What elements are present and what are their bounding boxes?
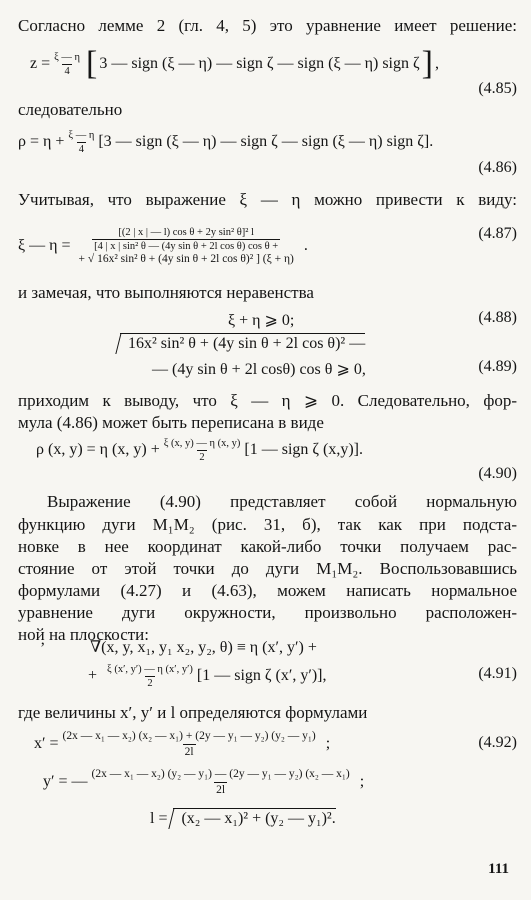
equation-4-91-mark: ’ (40, 640, 46, 657)
eq89-radicand: 16x² sin² θ + (4y sin θ + 2l cos θ)² — (128, 335, 366, 352)
equation-4-91-line1: ∇(x, y, x₁, y₁ x₂, y₂, θ) ≡ η (x′, y′) + (90, 639, 317, 656)
equation-4-86 (18, 124, 433, 160)
eq-number-4-90: (4.90) (478, 465, 517, 482)
text-line-5: приходим к выводу, что ξ — η ⩾ 0. Следовательно, фор- (18, 391, 517, 410)
text-line-6: мула (4.86) может быть переписана в виде (18, 413, 324, 432)
text-line-7: Выражение (4.90) представляет собой нормальную (47, 492, 517, 511)
eq92y-denominator: 2l (216, 783, 226, 796)
eq86-fraction (66, 129, 96, 156)
eq92l-radicand: (x₂ — x₁)² + (y₂ — y₁)². (181, 810, 336, 827)
eq92l-lhs: l = (150, 810, 168, 827)
eq86-denominator: 4 (78, 143, 84, 155)
eq87-denominator-line2: + √ 16x² sin² θ + (4y sin θ + 2l cos θ)² ] (ξ + η) (78, 253, 294, 265)
eq90-body: [1 — sign ζ (x,y)]. (244, 441, 363, 458)
eq87-numerator: [(2 | x | — l) cos θ + 2y sin² θ]² l (118, 227, 254, 238)
equation-4-89-line1 (118, 333, 365, 355)
eq92y-numerator: (2x — x₁ — x₂) (y₂ — y₁) — (2y — y₁ — y₂) (x₂ — x₁) (91, 767, 350, 780)
eq91-fraction (105, 663, 195, 690)
text-line-8: функцию дуги M₁M₂ (рис. 31, б), так как при подста- (18, 515, 517, 534)
eq89-radical (118, 335, 365, 353)
eq-number-4-86: (4.86) (478, 159, 517, 176)
equation-4-90 (36, 431, 363, 469)
eq87-denominator-line1: [4 | x | sin² θ — (4y sin θ + 2l cos θ) cos θ + (94, 241, 279, 252)
eq91-body: [1 — sign ζ (x′, y′)], (196, 667, 327, 684)
eq91-denominator: 2 (147, 677, 153, 689)
text-line-11: формулами (4.27) и (4.63), можем написать нормальное (18, 581, 517, 600)
eq92y-lhs: y′ = — (43, 773, 88, 790)
text-line-12: уравнение дуги окружности, произвольно расположен- (18, 603, 517, 622)
eq91-plus: + (88, 667, 98, 684)
eq85-lhs: z = (30, 55, 51, 72)
eq-number-4-92: (4.92) (478, 734, 517, 751)
eq92x-numerator: (2x — x₁ — x₂) (x₂ — x₁) + (2y — y₁ — y₂) (y₂ — y₁) (62, 729, 316, 742)
equation-4-92-x (34, 726, 330, 762)
eq85-close-bracket: ] (421, 45, 433, 82)
eq92y-fraction (90, 767, 352, 798)
page-number: 111 (488, 861, 509, 877)
eq-number-4-91: (4.91) (478, 665, 517, 682)
eq90-fraction (162, 437, 243, 464)
eq85-denominator: 4 (64, 65, 70, 77)
eq92x-fraction (61, 729, 318, 760)
text-line-1: Согласно лемме 2 (гл. 4, 5) это уравнение имеет решение: (18, 16, 517, 35)
eq-number-4-85: (4.85) (478, 80, 517, 97)
eq86-body: [3 — sign (ξ — η) — sign ζ — sign (ξ — η) sign ζ]. (98, 133, 434, 150)
eq87-lhs: ξ — η = (18, 237, 71, 254)
text-line-14: где величины x′, y′ и l определяются формулами (18, 703, 368, 722)
eq85-body: 3 — sign (ξ — η) — sign ζ — sign (ξ — η) sign ζ (99, 55, 420, 72)
eq92x-denominator: 2l (184, 745, 194, 758)
equation-4-92-y (43, 764, 364, 800)
eq90-denominator: 2 (199, 451, 205, 463)
equation-4-89-line2: — (4y sin θ + 2l cosθ) cos θ ⩾ 0, (152, 361, 366, 378)
text-line-3: Учитывая, что выражение ξ — η можно привести к виду: (18, 190, 517, 209)
eq90-numerator: ξ (x, y) — η (x, y) (163, 437, 241, 449)
eq-number-4-87: (4.87) (478, 225, 517, 242)
eq-number-4-88: (4.88) (478, 309, 517, 326)
equation-4-87: ξ — η = [(2 | x | — l) cos θ + 2y sin² θ]² l [4 | x | sin² θ — (4y sin θ + 2l cos θ) cos θ + + √ 16x² sin² θ + (4y sin θ + 2l cos θ)² ] (ξ + η) . (18, 227, 308, 265)
eq-number-4-89: (4.89) (478, 358, 517, 375)
eq92l-radical (171, 810, 335, 828)
equation-4-88: ξ + η ⩾ 0; (228, 312, 295, 329)
text-line-2: следовательно (18, 100, 123, 119)
text-line-9: новке в нее координат какой-либо точки получаем рас- (18, 537, 517, 556)
text-line-13: ной на плоскости: (18, 625, 150, 644)
eq92x-lhs: x′ = (34, 735, 59, 752)
eq85-numerator: ξ — η (54, 51, 81, 63)
eq85-fraction (52, 51, 82, 78)
eq92x-tail: ; (325, 735, 331, 752)
eq91-numerator: ξ (x′, y′) — η (x′, y′) (107, 663, 193, 675)
eq87-fraction (77, 226, 296, 266)
eq90-lhs: ρ (x, y) = η (x, y) + (36, 441, 160, 458)
equation-4-91-line2 (88, 658, 327, 694)
eq86-numerator: ξ — η (68, 129, 95, 141)
eq85-open-bracket: [ (86, 45, 98, 82)
equation-4-92-l (150, 806, 336, 832)
text-line-4: и замечая, что выполняются неравенства (18, 283, 314, 302)
eq86-lhs: ρ = η + (18, 133, 65, 150)
eq92y-tail: ; (359, 773, 365, 790)
text-line-10: стояние от этой точки до дуги M₁M₂. Воспользовавшись (18, 559, 517, 578)
equation-4-85: z = $\frac{\xi — \eta}{4}$ [ 3 — sign (ξ — η) — sign ζ — sign (ξ — η) sign ζ ] , (30, 45, 439, 82)
